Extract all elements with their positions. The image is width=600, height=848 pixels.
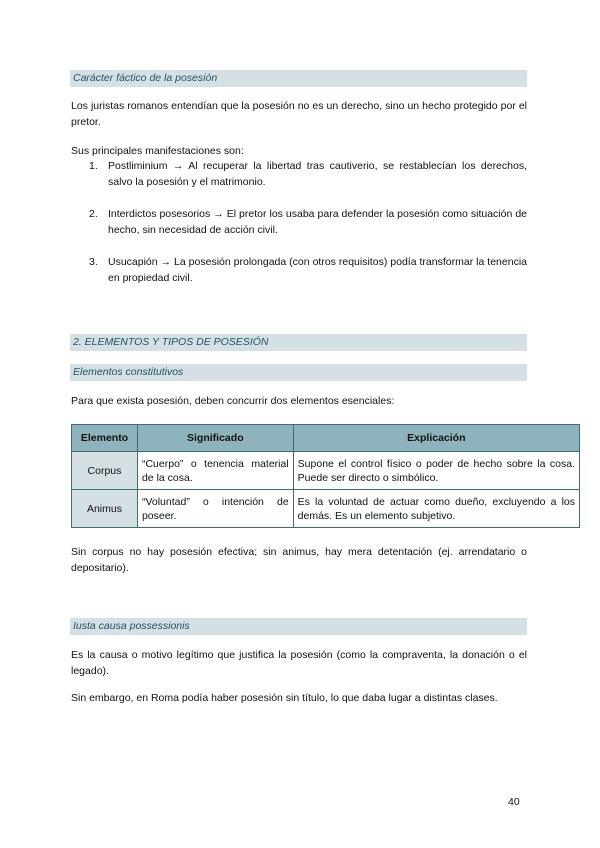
paragraph-juristas: Los juristas romanos entendían que la posesión no es un derecho, sino un hecho protegido por el pretor. (71, 100, 527, 128)
paragraph-corpus-animus: Sin corpus no hay posesión efectiva; sin animus, hay mera detentación (ej. arrendatario o depositario). (71, 546, 527, 574)
cell-element: Corpus (72, 452, 138, 490)
table-row (72, 452, 580, 490)
elements-table (71, 424, 580, 528)
paragraph-sin-titulo: Sin embargo, en Roma podía haber posesión sin título, lo que daba lugar a distintas clases. (71, 692, 498, 704)
header-significado: Significado (137, 425, 293, 452)
manifestations-list (71, 158, 527, 286)
list-item: 3. Usucapión → La posesión prolongada (con otros requisitos) podía transformar la tenencia en propiedad civil. (89, 256, 527, 284)
table-row (72, 490, 580, 528)
paragraph-intro-elementos: Para que exista posesión, deben concurrir dos elementos esenciales: (71, 395, 395, 407)
table-header-row (72, 425, 580, 452)
header-explicacion: Explicación (293, 425, 579, 452)
section-heading-caracter-factico: Carácter fáctico de la posesión (70, 70, 527, 87)
page-number: 40 (508, 796, 520, 808)
paragraph-manifestaciones: Sus principales manifestaciones son: (71, 145, 244, 157)
cell-explanation: Es la voluntad de actuar como dueño, excluyendo a los demás. Es un elemento subjetivo. (293, 490, 579, 528)
cell-element: Animus (72, 490, 138, 528)
section-heading-elementos: 2. ELEMENTOS Y TIPOS DE POSESIÓN (70, 334, 527, 351)
cell-explanation: Supone el control físico o poder de hecho sobre la cosa. Puede ser directo o simbólico. (293, 452, 579, 490)
list-item: 2. Interdictos posesorios → El pretor los usaba para defender la posesión como situación de hecho, sin necesidad de acción civil. (89, 208, 527, 236)
cell-meaning: “Voluntad” o intención de poseer. (137, 490, 293, 528)
header-elemento: Elemento (72, 425, 138, 452)
list-item: 1. Postliminium → Al recuperar la libertad tras cautiverio, se restablecían los derechos, salvo la posesión y el matrimonio. (89, 160, 527, 188)
subheading-elementos-constitutivos: Elementos constitutivos (70, 364, 527, 381)
paragraph-causa: Es la causa o motivo legítimo que justifica la posesión (como la compraventa, la donación o el legado). (71, 649, 527, 677)
cell-meaning: “Cuerpo” o tenencia material de la cosa. (137, 452, 293, 490)
section-heading-iusta-causa: Iusta causa possessionis (70, 618, 527, 635)
